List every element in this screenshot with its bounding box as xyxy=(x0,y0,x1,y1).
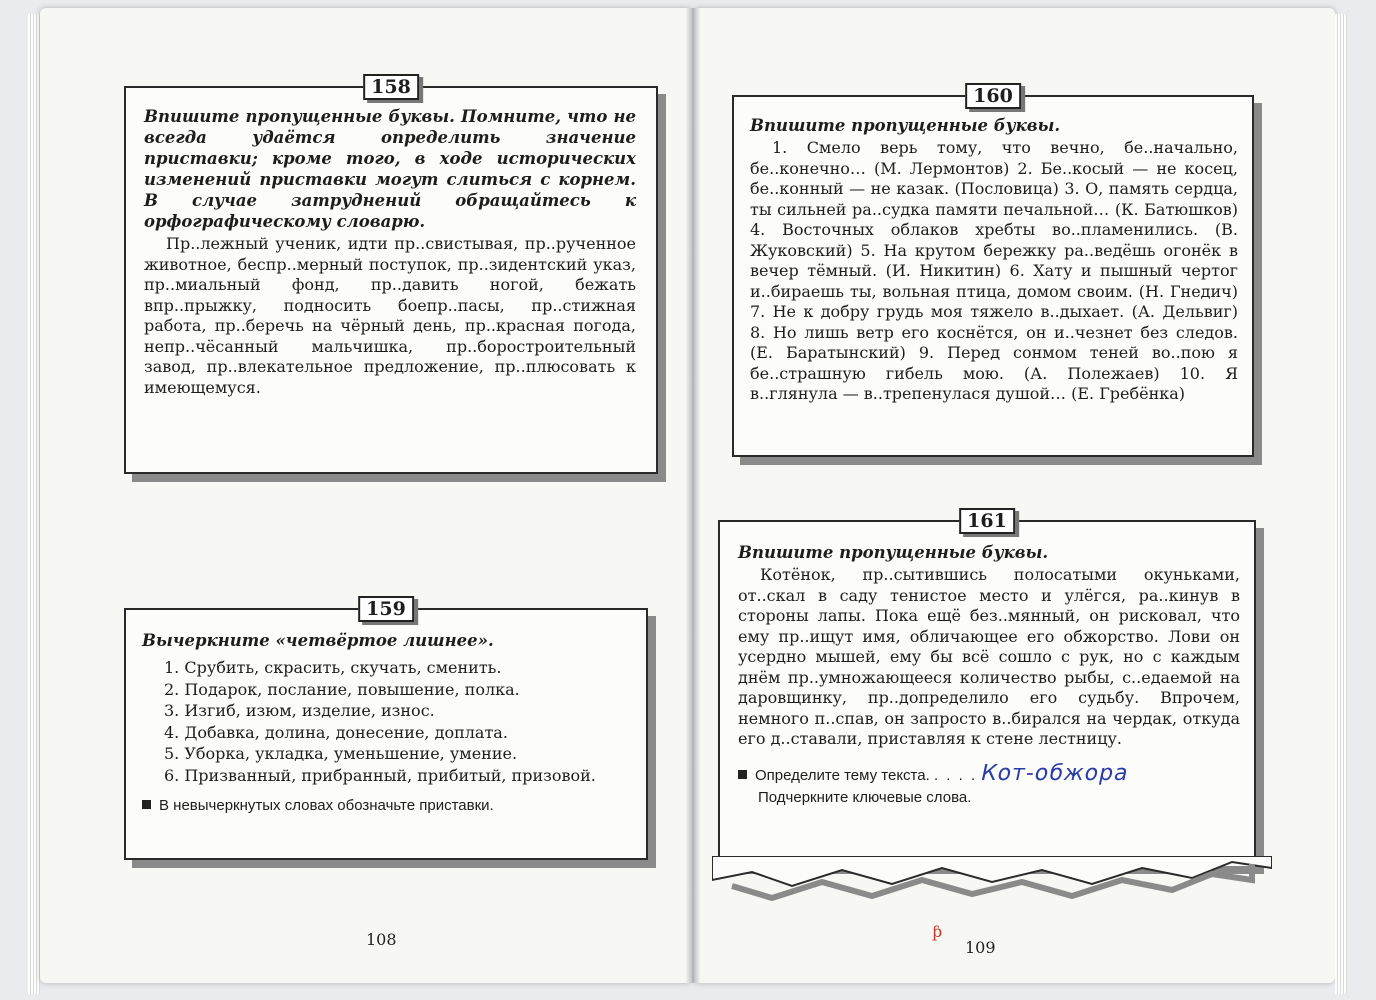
exercise-161 xyxy=(718,510,1256,866)
pen-mark: ƥ xyxy=(932,922,943,941)
exercise-number: 158 xyxy=(363,74,419,100)
page-number-right: 109 xyxy=(965,938,996,957)
list-item: 6. Призванный, прибранный, прибитый, призовой. xyxy=(164,765,596,785)
task-text: Определите тему текста. xyxy=(755,766,930,784)
list-item: 1. Срубить, скрасить, скучать, сменить. xyxy=(164,658,502,677)
exercise-text: Котёнок, пр..сытившись полосатыми окуньками, от..скал в саду тенистое место и улёгся, ра..кинув в стороны лапы. Пока ещё без..мянный, он рисковал, что ему пр..ищут имя, обличающее его обжорство. Лови он усердно мышей, ему бы всё сошло с рук, но с каждым днём пр..умножающееся количество рыбы, с..едаемой на даровщинку, пр..допределило его судьбу. Впрочем, немного п..спав, он запросто в..бирался на чердак, откуда его д..ставали, приставляя к стене лестницу. xyxy=(738,565,1240,748)
exercise-158 xyxy=(124,76,658,474)
right-page-edges xyxy=(1335,14,1347,994)
exercise-instruction: Впишите пропущенные буквы. xyxy=(750,116,1061,135)
task-line xyxy=(142,796,632,816)
exercise-instruction: Впишите пропущенные буквы. Помните, что не всегда удаётся определить значение приставки; кроме того, в ходе исторических изменений приставки могут слиться с корнем. В случае затруднений обращайтесь к орфографическому словарю. xyxy=(144,107,636,231)
page-number-left: 108 xyxy=(366,930,397,949)
list-item: 2. Подарок, послание, повышение, полка. xyxy=(164,679,520,699)
exercise-number: 159 xyxy=(358,596,414,622)
square-bullet-icon xyxy=(738,770,747,779)
list-item: 5. Уборка, укладка, уменьшение, умение. xyxy=(164,744,518,763)
exercise-text: Пр..лежный ученик, идти пр..свистывая, пр..рученное животное, беспр..мерный поступок, пр..зидентский указ, пр..миальный фонд, пр..давить ногой, бежать впр..прыжку, подносить боепр..пасы, пр..стижная работа, пр..беречь на чёрный день, пр..красная погода, непр..чёсанный мальчишка, пр..боростроительный завод, пр..влекательное предложение, пр..плюсовать к имеющемуся. xyxy=(144,234,636,397)
list-item: 3. Изгиб, изюм, изделие, износ. xyxy=(164,701,435,720)
exercise-number: 161 xyxy=(959,508,1015,534)
torn-edge-decoration xyxy=(712,856,1272,906)
answer-dots: . . . . xyxy=(933,766,978,784)
exercise-159 xyxy=(124,598,648,860)
exercise-text: 1. Смело верь тому, что вечно, бе..начально, бе..конечно… (М. Лермонтов) 2. Бе..косый — не косец, бе..конный — не казак. (Пословица) 3. О, память сердца, ты сильней ра..судка памяти печальной… (К. Батюшков) 4. Восточных облаков хребты во..пламенились. (В. Жуковский) 5. На крутом бережку ра..ведёшь огонёк в вечер тёмный. (И. Никитин) 6. Хату и пышный чертог и..бираешь ты, вольная птица, домом своим. (Н. Гнедич) 7. Не к добру грудь моя тяжело в..дыхает. (А. Дельвиг) 8. Но лишь ветр его коснётся, он и..чезнет без следов. (Е. Баратынский) 9. Перед сонмом теней во..пою я бе..страшную гибель мою. (А. Полежаев) 10. Я в..глянула — в..трепенулася душой… (Е. Гребёнка) xyxy=(750,138,1238,403)
task-text: В невычеркнутых словах обозначьте приставки. xyxy=(159,797,494,814)
task-line xyxy=(738,760,1240,786)
left-page-edges xyxy=(28,14,40,994)
square-bullet-icon xyxy=(142,800,151,809)
exercise-number: 160 xyxy=(965,83,1021,109)
book-gutter xyxy=(686,8,700,983)
task-text-2: Подчеркните ключевые слова. xyxy=(758,788,972,806)
exercise-instruction: Впишите пропущенные буквы. xyxy=(738,543,1049,562)
exercise-160 xyxy=(732,85,1254,457)
word-list xyxy=(142,657,632,786)
handwritten-answer: Кот-обжора xyxy=(978,760,1132,786)
exercise-instruction: Вычеркните «четвёртое лишнее». xyxy=(142,631,494,650)
list-item: 4. Добавка, долина, донесение, доплата. xyxy=(164,722,508,742)
